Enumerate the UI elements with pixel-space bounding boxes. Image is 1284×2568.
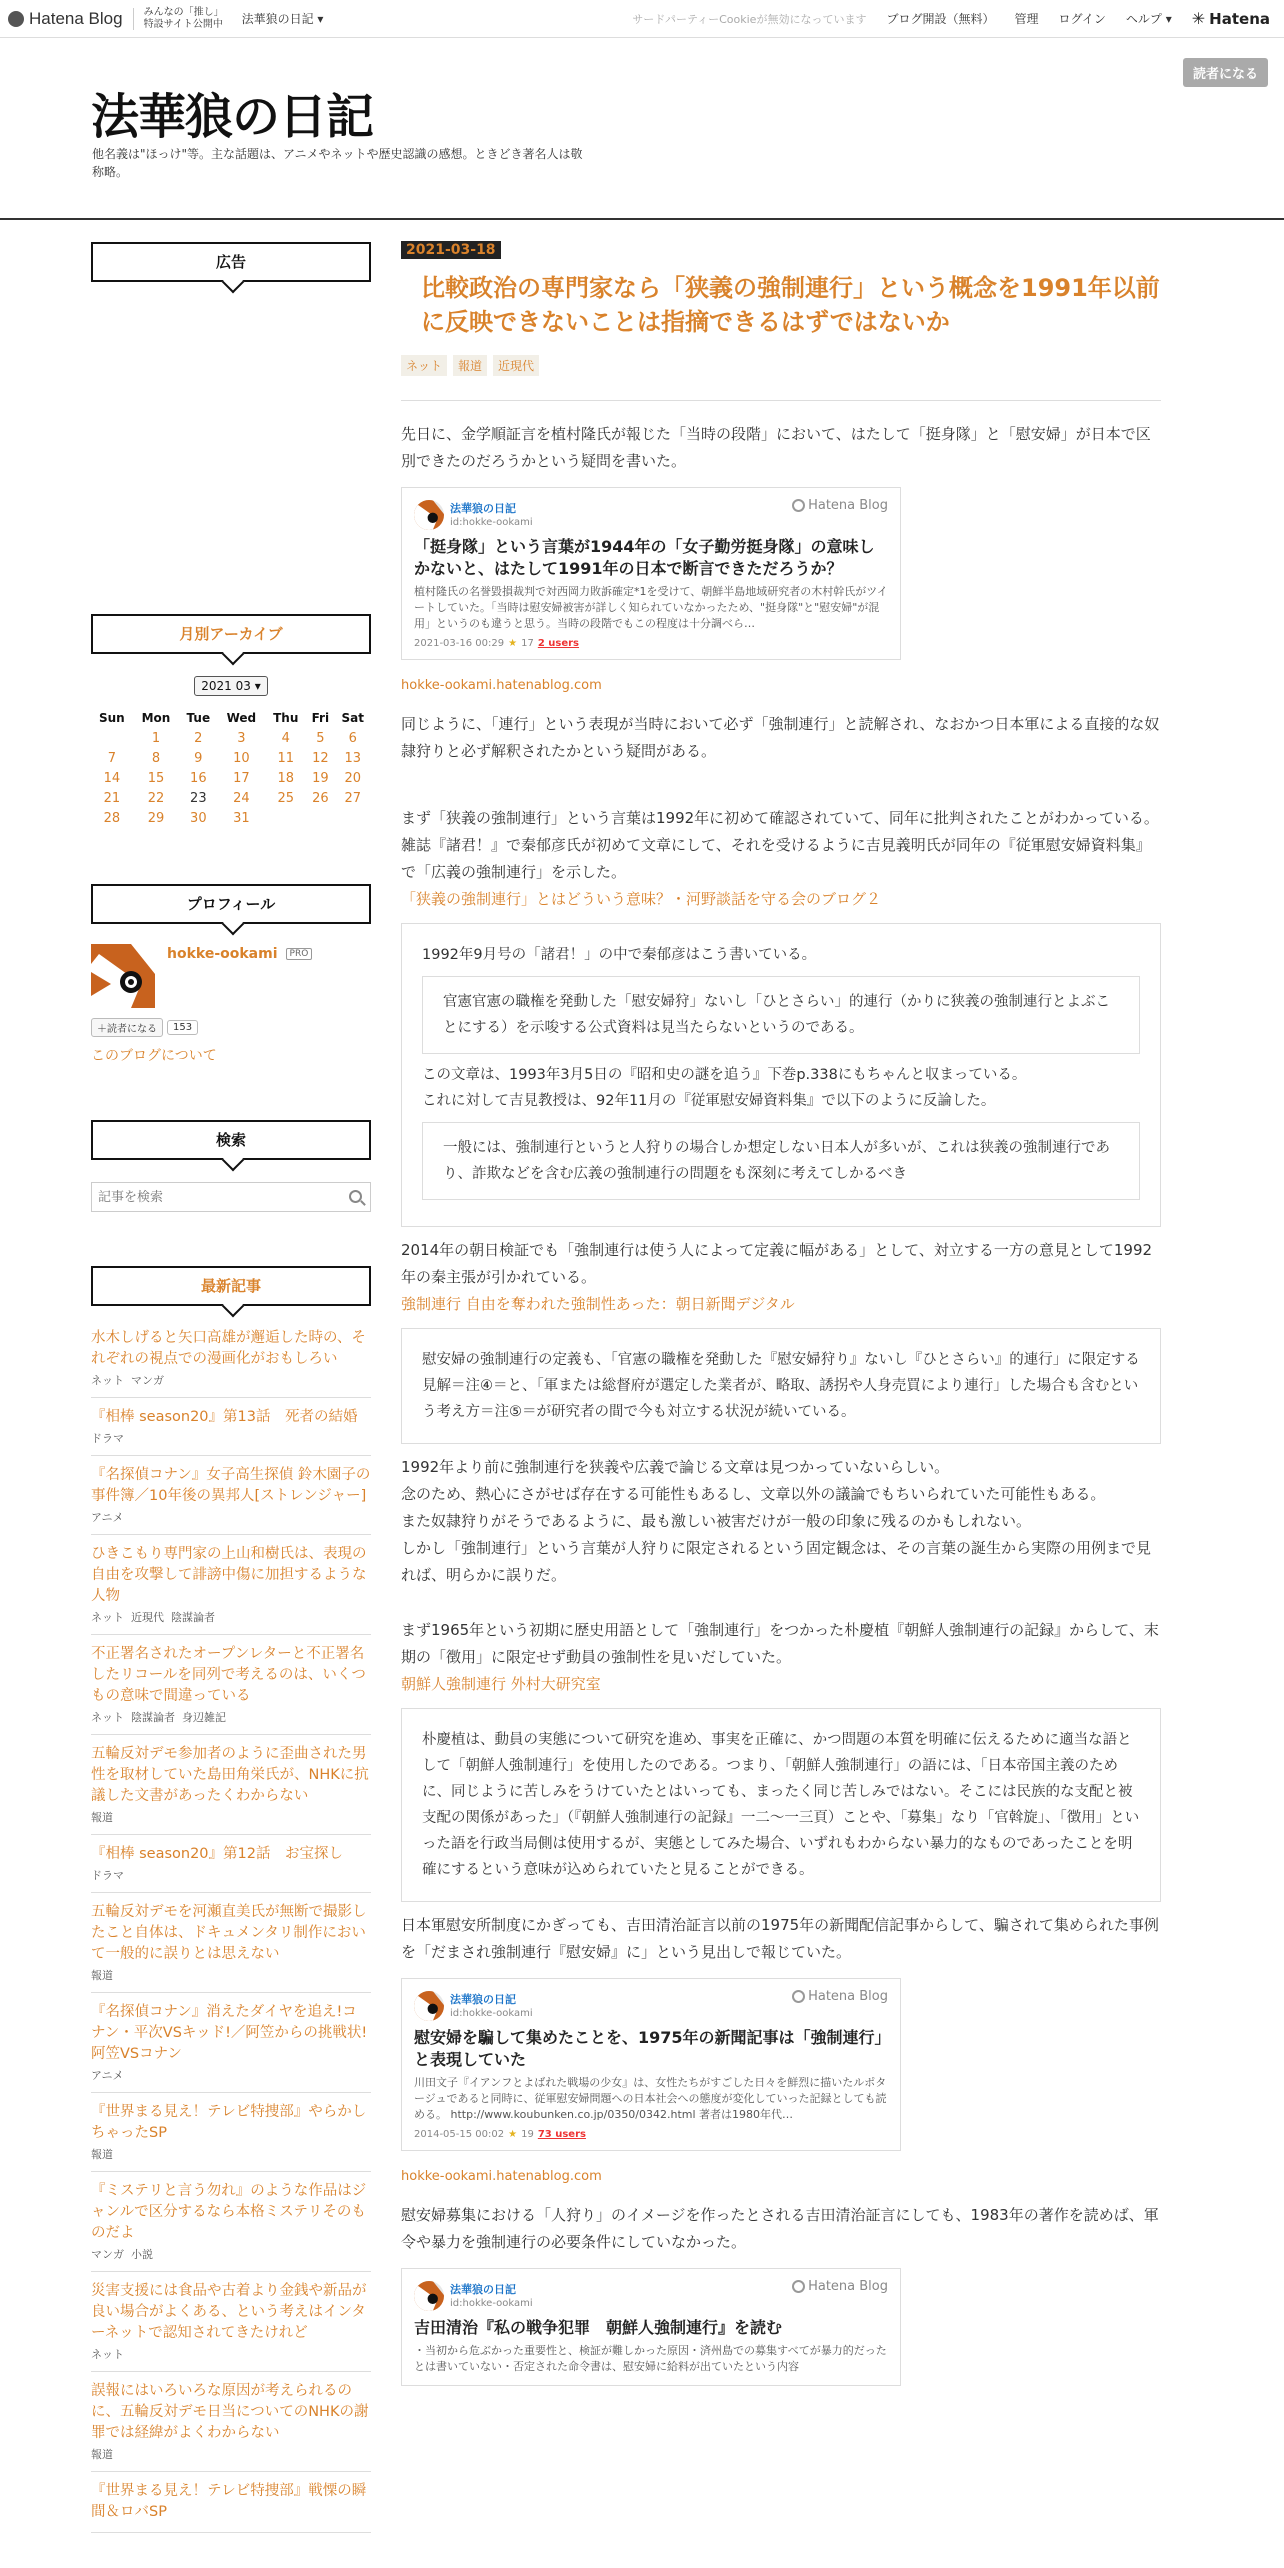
calendar-weekday: Tue (186, 711, 211, 725)
calendar-day[interactable]: 29 (147, 810, 165, 826)
calendar-day[interactable]: 31 (233, 810, 250, 826)
post-tag[interactable]: ネット (401, 355, 447, 376)
source-link[interactable]: 「狭義の強制連行」とはどういう意味？・河野談話を守る会のブログ２ (401, 890, 882, 908)
recent-entry-title[interactable]: ひきこもり専門家の上山和樹氏は、表現の自由を攻撃して誹謗中傷に加担するような人物 (91, 1546, 367, 1604)
calendar-weekday: Thu (273, 711, 299, 725)
recent-entry-title[interactable]: 五輪反対デモ参加者のように歪曲された男性を取材していた島田角栄氏が、NHKに抗議した文書があったくわからない (91, 1746, 369, 1804)
profile-avatar[interactable] (91, 944, 155, 1008)
star-icon: ★ (508, 2129, 518, 2140)
hatena-star-icon: ✳ (1191, 9, 1206, 28)
recent-entry-tag[interactable]: 報道 (91, 2148, 113, 2161)
sidebar-profile (91, 884, 371, 1065)
paragraph: まず「狭義の強制連行」という言葉は1992年に初めて確認されていて、同年に批判されたことがわかっている。 (401, 809, 1159, 827)
recent-entry (91, 1635, 371, 1735)
card-domain-link[interactable]: hokke-ookami.hatenablog.com (401, 2169, 602, 2184)
wolf-avatar-icon (414, 500, 444, 530)
quote-text: 慰安婦の強制連行の定義も、「官憲の職権を発動した『慰安婦狩り』ないし『ひとさらい』的連行」に限定する見解＝注④＝と、「軍または総督府が選定した業者が、略取、誘拐や人身売買により連行」した場合も含むという考え方＝注⑤＝が研究者の間で今も対立する状況が続いている。 (422, 1352, 1140, 1420)
recent-list (91, 1328, 371, 2533)
paragraph: 先日に、金学順証言を植村隆氏が報じた「当時の段階」において、はたして「挺身隊」と「慰安婦」が日本で区別できたのだろうかという疑問を書いた。 (401, 425, 1151, 470)
calendar-day[interactable]: 24 (233, 790, 250, 806)
recent-entry-tag[interactable]: 近現代 (131, 1611, 164, 1624)
recent-entry (91, 2172, 371, 2272)
recent-entry (91, 1835, 371, 1893)
recent-entry-tags (91, 2067, 371, 2083)
calendar-weekday: Sun (98, 711, 125, 725)
recent-entry-tag[interactable]: 報道 (91, 1969, 113, 1982)
recent-entry-title[interactable]: 『名探偵コナン』女子高生探偵 鈴木園子の事件簿／10年後の異邦人[ストレンジャー] (91, 1467, 371, 1504)
calendar-day (91, 728, 133, 748)
recent-entry-tag[interactable]: マンガ (131, 1374, 164, 1387)
calendar-day[interactable]: 27 (344, 790, 362, 806)
recent-entry-tags (91, 1867, 371, 1883)
blog-header (0, 38, 1284, 220)
quote-text: この文章は、1993年3月5日の『昭和史の謎を追う』下巻p.338にもちゃんと収まっている。 (422, 1067, 1027, 1083)
sidebar-archive (91, 614, 371, 828)
calendar-day[interactable]: 8 (151, 750, 161, 766)
calendar-day[interactable]: 20 (344, 770, 362, 786)
card-blog-name: 法華狼の日記 (450, 501, 516, 515)
card-user-id: id:hokke-ookami (450, 2007, 533, 2019)
recent-entry-title[interactable]: 『相棒 season20』第12話 お宝探し (91, 1846, 343, 1862)
calendar-weekday: Mon (141, 711, 171, 725)
calendar-day[interactable]: 4 (281, 730, 290, 746)
recent-entry (91, 2372, 371, 2472)
recent-entry (91, 1735, 371, 1835)
paragraph: 日本軍慰安所制度にかぎっても、吉田清治証言以前の1975年の新聞配信記事からして、騙されて集められた事例を「だまされ強制連行『慰安婦』に」という見出しで報じていた。 (401, 1916, 1159, 1961)
recent-entry (91, 1328, 371, 1398)
card-meta: 2014-05-15 00:02 ★ 19 73 users (414, 2129, 586, 2140)
card-avatar (414, 1991, 444, 2021)
paragraph: まず1965年という初期に歴史用語として「強制連行」をつかった朴慶植『朝鮮人強制連行の記録』からして、末期の「徴用」に限定せず動員の強制性を見いだしていた。 (401, 1621, 1159, 1666)
search-box (91, 1182, 371, 1212)
paragraph: 1992年より前に強制連行を狭義や広義で論じる文章は見つかっていないらしい。 (401, 1458, 950, 1476)
calendar-day[interactable]: 6 (348, 730, 357, 746)
calendar-day[interactable]: 30 (190, 810, 207, 826)
search-icon[interactable] (349, 1190, 362, 1203)
blog-title[interactable]: 法華狼の日記 (91, 89, 374, 145)
calendar-day[interactable]: 9 (194, 750, 203, 766)
card-user-id: id:hokke-ookami (450, 2297, 533, 2309)
recent-entry (91, 1456, 371, 1535)
wolf-avatar-icon (414, 1991, 444, 2021)
hatena-logo-icon (792, 499, 805, 512)
calendar-day[interactable]: 17 (233, 770, 250, 786)
archive-calendar (91, 708, 371, 828)
hatena-logo-icon (792, 1990, 805, 2003)
recent-entry-title[interactable]: 『名探偵コナン』消えたダイヤを追え!コナン・平次VSキッド!／阿笠からの挑戦状!阿笠VSコナン (91, 2004, 368, 2062)
paragraph: しかし「強制連行」という言葉が人狩りに限定されるという固定観念は、その言葉の誕生から実際の用例まで見れば、明らかに誤りだ。 (401, 1539, 1152, 1584)
calendar-day: 23 (190, 790, 207, 806)
sidebar-subscribe-button[interactable]: ＋読者になる (91, 1018, 163, 1037)
calendar-day[interactable]: 25 (277, 790, 295, 806)
recent-entry (91, 2093, 371, 2172)
calendar-day[interactable]: 16 (190, 770, 207, 786)
recent-entry-title[interactable]: 災害支援には食品や古着より金銭や新品が良い場合がよくある、という考えはインターネットで認知されてきたけれど (91, 2283, 367, 2341)
recent-entry-tags (91, 1430, 371, 1446)
blog-name-menu[interactable]: 法華狼の日記 ▾ (241, 12, 324, 26)
post-tag[interactable]: 報道 (453, 355, 487, 376)
bookmark-users[interactable]: 2 users (537, 638, 580, 649)
recent-heading: 最新記事 (91, 1266, 371, 1306)
paragraph: 念のため、熱心にさがせば存在する可能性もあるし、文章以外の議論でもちいられていた可能性もある。 (401, 1485, 1106, 1503)
recent-entry (91, 1398, 371, 1456)
calendar-day[interactable]: 11 (277, 750, 295, 766)
recent-entry-tag[interactable]: 身辺雑記 (182, 1711, 226, 1724)
blockquote (401, 1328, 1161, 1444)
recent-entry (91, 2272, 371, 2372)
blockquote (401, 1708, 1161, 1902)
recent-entry (91, 1893, 371, 1993)
paragraph: 雑誌『諸君！』で秦郁彦氏が初めて文章にして、それを受けるように吉見義明氏が同年の『従軍慰安婦資料集』で「広義の強制連行」を示した。 (401, 836, 1151, 881)
card-avatar (414, 500, 444, 530)
calendar-day[interactable]: 5 (316, 730, 325, 746)
calendar-day[interactable]: 19 (312, 770, 329, 786)
recent-entry-title[interactable]: 『世界まる見え！テレビ特捜部』やらかしちゃったSP (91, 2104, 367, 2141)
manage-link[interactable]: 管理 (1014, 12, 1039, 26)
post-divider (401, 400, 1161, 401)
about-blog-link[interactable]: このブログについて (91, 1048, 217, 1064)
calendar-weekday: Fri (311, 711, 330, 725)
card-avatar (414, 2281, 444, 2311)
article (401, 240, 1161, 2386)
archive-heading: 月別アーカイブ (91, 614, 371, 654)
recent-entry-tag[interactable]: ドラマ (91, 1869, 124, 1882)
card-hatena-logo: Hatena Blog (792, 498, 888, 513)
calendar-day (306, 808, 334, 828)
recent-entry-tag[interactable]: 陰謀論者 (171, 1611, 215, 1624)
paragraph: 同じように、「連行」という表現が当時において必ず「強制連行」と読解され、なおかつ日本軍による直接的な奴隷狩りと必ず解釈されたかという疑問がある。 (401, 715, 1160, 760)
calendar-day[interactable]: 1 (151, 730, 161, 746)
blog-description: 他名義は"ほっけ"等。主な話題は、アニメやネットや歴史認識の感想。ときどき著名人は敬称略。 (92, 147, 583, 179)
calendar-day[interactable]: 13 (344, 750, 362, 766)
card-blog-name: 法華狼の日記 (450, 2282, 516, 2296)
card-title[interactable]: 慰安婦を騙して集めたことを、1975年の新聞記事は「強制連行」と表現していた (414, 2028, 883, 2069)
blockquote (401, 923, 1161, 1227)
sidebar-ad (91, 242, 371, 282)
global-header-right (632, 9, 1270, 28)
recent-entry-tags (91, 1509, 371, 1525)
inner-blockquote (422, 1122, 1140, 1200)
promo-link[interactable]: みんなの「推し」 特設サイト公開中 (143, 6, 224, 30)
ad-heading: 広告 (91, 242, 371, 282)
post-date[interactable]: 2021-03-18 (401, 241, 501, 259)
recent-entry-tags (91, 1372, 371, 1388)
sidebar-search (91, 1120, 371, 1212)
recent-entry-tags (91, 1609, 371, 1625)
recent-entry-tag[interactable]: 報道 (91, 1811, 113, 1824)
recent-entry-title[interactable]: 五輪反対デモを河瀬直美氏が無断で撮影したこと自体は、ドキュメンタリ制作において一般的に誤りとは思えない (91, 1904, 367, 1962)
recent-entry-tags (91, 1709, 371, 1725)
recent-entry-tag[interactable]: ネット (91, 2348, 124, 2361)
post-tags (401, 355, 1161, 376)
embed-card[interactable] (401, 487, 901, 660)
archive-month-select[interactable]: 2021 03 ▾ (194, 676, 268, 696)
caret-down-icon: ▾ (317, 12, 324, 26)
card-hatena-logo: Hatena Blog (792, 2279, 888, 2294)
recent-entry (91, 1993, 371, 2093)
post-title[interactable]: 比較政治の専門家なら「狭義の強制連行」という概念を1991年以前に反映できないことは指摘できるはずではないか (421, 274, 1160, 336)
hatena-link[interactable]: ✳ Hatena (1191, 9, 1270, 28)
recent-entry-tags (91, 1809, 371, 1825)
recent-entry-title[interactable]: 『相棒 season20』第13話 死者の結婚 (91, 1409, 358, 1425)
search-input[interactable] (92, 1183, 332, 1211)
recent-entry-title[interactable]: 誤報にはいろいろな原因が考えられるのに、五輪反対デモ日当についてのNHKの謝罪では経緯がよくわからない (91, 2383, 369, 2441)
paragraph: また奴隷狩りがそうであるように、最も激しい被害だけが一般の印象に残るのかもしれない。 (401, 1512, 1032, 1530)
help-menu[interactable]: ヘルプ ▾ (1125, 12, 1172, 26)
sidebar-recent (91, 1266, 371, 2533)
calendar-day[interactable]: 18 (277, 770, 295, 786)
recent-entry-tag[interactable]: ネット (91, 1711, 124, 1724)
search-heading: 検索 (91, 1120, 371, 1160)
recent-entry-tags (91, 2446, 371, 2462)
recent-entry-tags (91, 1967, 371, 1983)
recent-entry-tag[interactable]: ドラマ (91, 1432, 124, 1445)
recent-entry (91, 2472, 371, 2533)
calendar-day[interactable]: 7 (107, 750, 116, 766)
recent-entry-tag[interactable]: アニメ (91, 1511, 124, 1524)
chevron-down-icon: ▾ (254, 679, 261, 693)
recent-entry-title[interactable]: 不正署名されたオープンレターと不正署名したリコールを同列で考えるのは、いくつもの意味で間違っている (91, 1646, 366, 1704)
calendar-day[interactable]: 21 (103, 790, 121, 806)
calendar-day (335, 808, 371, 828)
cookie-notice: サードパーティーCookieが無効になっています (632, 12, 867, 26)
global-header (0, 0, 1284, 38)
calendar-day[interactable]: 15 (147, 770, 165, 786)
card-summary: 川田文子『イアンフとよばれた戦場の少女』は、女性たちがすごした日々を鮮烈に描いたルポタージュであると同時に、従軍慰安婦問題への日本社会への態度が変化していった記録としても読める。 http://www.koubunken.co.jp/0350/0342.html 著者は1980年代… (414, 2076, 887, 2121)
embed-card[interactable] (401, 2268, 901, 2386)
paragraph: 2014年の朝日検証でも「強制連行は使う人によって定義に幅がある」として、対立する一方の意見として1992年の秦主張が引かれている。 (401, 1241, 1153, 1286)
recent-entry-tags (91, 2246, 371, 2262)
calendar-day[interactable]: 14 (103, 770, 121, 786)
profile-name-row (167, 944, 312, 964)
calendar-day[interactable]: 22 (147, 790, 165, 806)
calendar-weekday: Sat (341, 711, 364, 725)
calendar-day[interactable]: 10 (233, 750, 250, 766)
hatena-logo-icon (8, 11, 24, 27)
plus-icon: ＋ (97, 1024, 107, 1035)
recent-entry-tag[interactable]: ネット (91, 1374, 124, 1387)
recent-entry-title[interactable]: 『ミステリと言う勿れ』のような作品はジャンルで区分するなら本格ミステリそのものだよ (91, 2183, 367, 2241)
recent-entry-tag[interactable]: マンガ (91, 2248, 124, 2261)
card-summary: ・当初から危ぶかった重要性と、検証が難しかった原因・済州島での募集すべてが暴力的だったとは書いていない・否定された命令書は、慰安婦に給料が出ていたという内容 (414, 2344, 887, 2373)
calendar-day[interactable]: 26 (312, 790, 329, 806)
calendar-weekday: Wed (226, 711, 257, 725)
hatena-blog-logo[interactable]: Hatena Blog (8, 9, 123, 29)
quote-text: 朴慶植は、動員の実態について研究を進め、事実を正確に、かつ問題の本質を明確に伝えるために適当な語として「朝鮮人強制連行」を使用したのである。つまり、「朝鮮人強制連行」の語には、「日本帝国主義のために、同じように苦しみをうけていたとはいっても、まったく同じ苦しみではない。そこには民族的な支配と被支配の関係があった」（『朝鮮人強制連行の記録』一二～一三頁）ことや、「募集」なり「官斡旋」、「徴用」といった語を行政当局側は使用するが、実態としてみた場合、いずれもわからない暴力的なものであったことを明確にするという意味が込められていたと見ることができる。 (422, 1732, 1140, 1878)
recent-entry-tag[interactable]: 陰謀論者 (131, 1711, 175, 1724)
calendar-day[interactable]: 12 (312, 750, 329, 766)
login-link[interactable]: ログイン (1058, 12, 1106, 26)
wolf-avatar-icon (414, 2281, 444, 2311)
card-title[interactable]: 「挺身隊」という言葉が1944年の「女子勤労挺身隊」の意味しかないと、はたして1991年の日本で断言できただろうか？ (414, 537, 875, 578)
card-summary: 植村隆氏の名誉毀損裁判で対西岡力敗訴確定*1を受けて、朝鮮半島地域研究者の木村幹氏がツイートしていた。「当時は慰安婦被害が詳しく知られていなかったため、"挺身隊"と"慰安婦"が混用」というのも違うと思う。当時の段階でもこの程度は十分調べら… (414, 585, 888, 630)
recent-entry-tag[interactable]: 小説 (131, 2248, 153, 2261)
recent-entry-title[interactable]: 水木しげると矢口高雄が邂逅した時の、それぞれの視点での漫画化がおもしろい (91, 1330, 366, 1367)
card-hatena-logo: Hatena Blog (792, 1989, 888, 2004)
card-user-id: id:hokke-ookami (450, 516, 533, 528)
quote-text: 一般には、強制連行というと人狩りの場合しか想定しない日本人が多いが、これは狭義の強制連行であり、詐欺などを含む広義の強制連行の問題をも深刻に考えてしかるべき (443, 1140, 1110, 1182)
bookmark-users[interactable]: 73 users (537, 2129, 586, 2140)
source-link[interactable]: 強制連行 自由を奪われた強制性あった：朝日新聞デジタル (401, 1295, 795, 1313)
quote-text: これに対して吉見教授は、92年11月の『従軍慰安婦資料集』で以下のように反論した。 (422, 1093, 996, 1109)
recent-entry-tag[interactable]: アニメ (91, 2069, 124, 2082)
recent-entry (91, 1535, 371, 1635)
header-divider (133, 8, 134, 30)
caret-down-icon: ▾ (1165, 12, 1172, 26)
quote-text: 官憲官憲の職権を発動した「慰安婦狩」ないし「ひとさらい」的連行（かりに狭義の強制連行とよぶことにする）を示唆する公式資料は見当たらないというのである。 (443, 994, 1110, 1036)
paragraph: 慰安婦募集における「人狩り」のイメージを作ったとされる吉田清治証言にしても、1983年の著作を読めば、軍令や暴力を強制連行の必要条件にしていなかった。 (401, 2206, 1159, 2251)
subscriber-count[interactable]: 153 (167, 1020, 198, 1035)
profile-heading: プロフィール (91, 884, 371, 924)
inner-blockquote (422, 976, 1140, 1054)
embed-card[interactable] (401, 1978, 901, 2151)
source-link[interactable]: 朝鮮人強制連行 外村大研究室 (401, 1675, 601, 1693)
calendar-day (265, 808, 306, 828)
recent-entry-tag[interactable]: 報道 (91, 2448, 113, 2461)
subscribe-button[interactable]: 読者になる (1183, 58, 1268, 87)
quote-text: 1992年9月号の「諸君！」の中で秦郁彦はこう書いている。 (422, 947, 817, 963)
recent-entry-title[interactable]: 『世界まる見え！テレビ特捜部』戦慄の瞬間＆ロバSP (91, 2483, 367, 2520)
calendar-day[interactable]: 2 (194, 730, 203, 746)
open-blog-link[interactable]: ブログ開設（無料） (886, 12, 995, 26)
profile-name[interactable]: hokke-ookami (167, 946, 278, 962)
card-title[interactable]: 吉田清治『私の戦争犯罪 朝鮮人強制連行』を読む (414, 2318, 783, 2337)
calendar-day[interactable]: 3 (237, 730, 246, 746)
star-icon: ★ (508, 638, 518, 649)
post-tag[interactable]: 近現代 (493, 355, 539, 376)
card-domain-link[interactable]: hokke-ookami.hatenablog.com (401, 678, 602, 693)
recent-entry-tag[interactable]: ネット (91, 1611, 124, 1624)
wolf-avatar-icon (91, 944, 155, 1008)
recent-entry-tags (91, 2346, 371, 2362)
card-meta: 2021-03-16 00:29 ★ 17 2 users (414, 638, 580, 649)
pro-badge: PRO (286, 948, 313, 960)
recent-entry-tags (91, 2146, 371, 2162)
card-blog-name: 法華狼の日記 (450, 1992, 516, 2006)
hatena-logo-icon (792, 2280, 805, 2293)
calendar-day[interactable]: 28 (103, 810, 121, 826)
